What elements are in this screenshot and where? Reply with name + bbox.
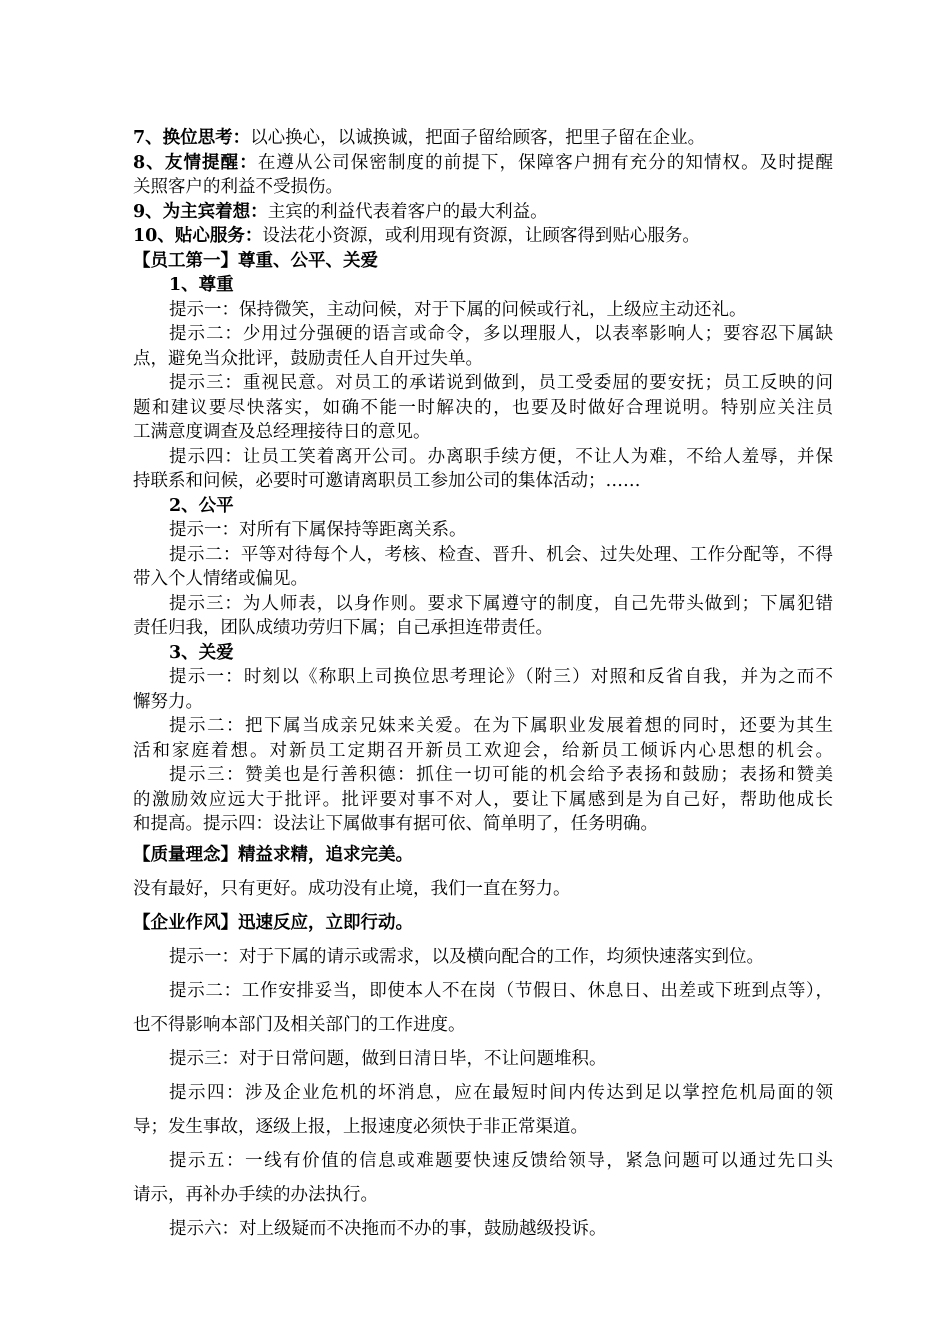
item-7-heading: 7、换位思考：: [133, 128, 251, 148]
item-7: [133, 126, 833, 151]
section-quality: [133, 840, 833, 871]
paragraph-line: 提示二：少用过分强硬的语言或命令，多以理服人，以表率影响人；要容忍下属缺: [169, 324, 833, 344]
paragraph-line: 提示四：涉及企业危机的坏消息，应在最短时间内传达到足以掌控危机局面的领: [169, 1082, 833, 1103]
item-8-continued: 关照客户的利益不受损伤。: [133, 177, 343, 197]
section-quality-subtitle: 精益求精，追求完美。: [238, 844, 413, 865]
paragraph-line: 的激励效应远大于批评。批评要对事不对人，要让下属感到是为自己好，帮助他成长: [133, 789, 833, 810]
item-8-heading: 8、友情提醒：: [133, 152, 258, 173]
paragraph-line: 带入个人情绪或偏见。: [133, 569, 308, 589]
item-9: [133, 200, 833, 225]
paragraph-line: 提示一：保持微笑，主动问候，对于下属的问候或行礼，上级应主动还礼。: [169, 299, 747, 320]
paragraph-line: 责任归我，团队成绩功劳归下属；自己承担连带责任。: [133, 618, 553, 638]
section-style-subtitle: 迅速反应，立即行动。: [238, 912, 413, 933]
paragraph-line: 提示三：赞美也是行善积德：抓住一切可能的机会给予表扬和鼓励；表扬和赞美: [169, 765, 833, 785]
paragraph-line: 和提高。提示四：设法让下属做事有据可依、简单明了，任务明确。: [133, 814, 658, 834]
paragraph-line: 提示三：为人师表，以身作则。要求下属遵守的制度，自己先带头做到；下属犯错: [169, 593, 833, 614]
section-employee-first: [133, 249, 833, 274]
paragraph-line: 提示二：平等对待每个人，考核、检查、晋升、机会、过失处理、工作分配等，不得: [169, 544, 833, 565]
item-8-text: 在遵从公司保密制度的前提下，保障客户拥有充分的知情权。及时提醒: [257, 152, 833, 173]
paragraph-line: 提示一：对所有下属保持等距离关系。: [169, 520, 467, 540]
item-9-text: 主宾的利益代表着客户的最大利益。: [267, 201, 548, 222]
paragraph-line: 提示六：对上级疑而不决拖而不办的事，鼓励越级投诉。: [169, 1218, 607, 1239]
subsection-respect: 1、尊重: [169, 275, 234, 295]
paragraph-line: 提示二：工作安排妥当，即使本人不在岗（节假日、休息日、出差或下班到点等），: [169, 980, 833, 1001]
subsection-fairness: 2、公平: [169, 495, 234, 516]
item-8: [133, 151, 833, 176]
paragraph-line: 没有最好，只有更好。成功没有止境，我们一直在努力。: [133, 878, 571, 899]
subsection-care: 3、关爱: [169, 642, 234, 663]
paragraph-line: 请示，再补办手续的办法执行。: [133, 1184, 378, 1205]
paragraph-line: 持联系和问候，必要时可邀请离职员工参加公司的集体活动；……: [133, 471, 641, 491]
paragraph-line: 工满意度调查及总经理接待日的意见。: [133, 422, 431, 442]
paragraph-line: 提示四：让员工笑着离开公司。办离职手续方便，不让人为难，不给人羞辱，并保: [169, 446, 833, 467]
paragraph-line: 懈努力。: [133, 691, 203, 712]
document-body: [133, 126, 833, 1245]
item-10-text: 设法花小资源，或利用现有资源，让顾客得到贴心服务。: [262, 226, 700, 246]
paragraph-line: 提示五：一线有价值的信息或难题要快速反馈给领导，紧急问题可以通过先口头: [169, 1150, 833, 1171]
paragraph-line: 点，避免当众批评，鼓励责任人自开过失单。: [133, 348, 483, 369]
paragraph-line: 题和建议要尽快落实，如确不能一时解决的，也要及时做好合理说明。特别应关注员: [133, 397, 833, 418]
paragraph-line: 活和家庭着想。对新员工定期召开新员工欢迎会，给新员工倾诉内心思想的机会。: [133, 740, 833, 761]
paragraph-line: 提示一：对于下属的请示或需求，以及横向配合的工作，均须快速落实到位。: [169, 946, 764, 967]
paragraph-line: 提示二：把下属当成亲兄妹来关爱。在为下属职业发展着想的同时，还要为其生: [169, 716, 833, 736]
section-quality-title: 【质量理念】: [133, 844, 238, 865]
paragraph-line: 也不得影响本部门及相关部门的工作进度。: [133, 1014, 466, 1035]
section-employee-first-title: 【员工第一】: [133, 250, 238, 271]
paragraph-line: 提示一：时刻以《称职上司换位思考理论》（附三）对照和反省自我，并为之而不: [169, 667, 833, 687]
item-10-heading: 10、贴心服务：: [133, 226, 263, 246]
section-style-title: 【企业作风】: [133, 912, 238, 933]
section-employee-first-subtitle: 尊重、公平、关爱: [238, 250, 378, 271]
item-7-text: 以心换心，以诚换诚，把面子留给顾客，把里子留在企业。: [250, 128, 706, 148]
paragraph-line: 提示三：重视民意。对员工的承诺说到做到，员工受委屈的要安抚；员工反映的问: [169, 373, 833, 393]
section-style: [133, 908, 833, 939]
item-10: [133, 224, 833, 249]
paragraph-line: 导；发生事故，逐级上报，上报速度必须快于非正常渠道。: [133, 1116, 588, 1137]
item-9-heading: 9、为主宾着想：: [133, 201, 268, 222]
paragraph-line: 提示三：对于日常问题，做到日清日毕，不让问题堆积。: [169, 1048, 607, 1069]
